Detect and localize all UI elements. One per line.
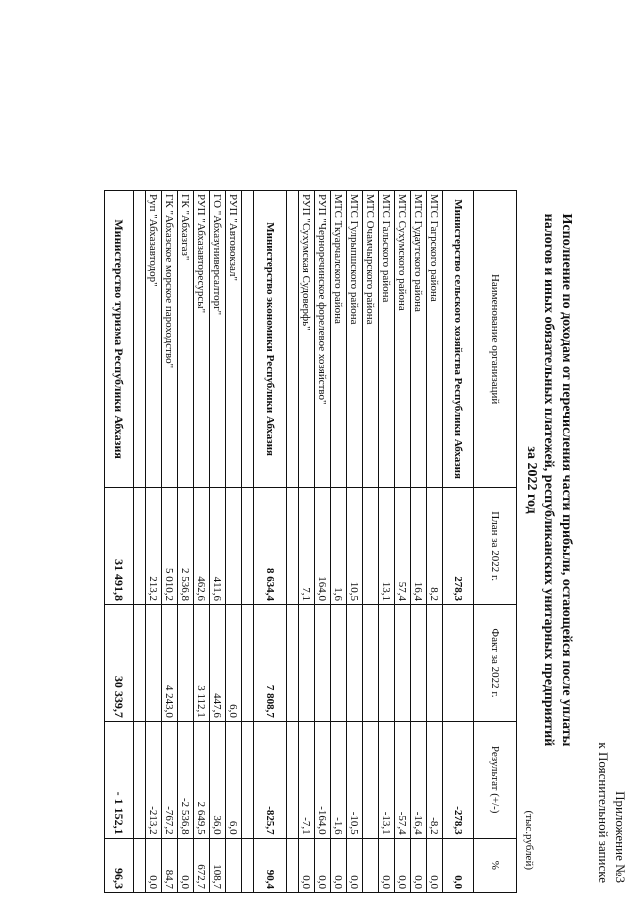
spacer-row	[134, 191, 146, 893]
appendix-line-1: Приложение №3	[613, 791, 628, 883]
cell-name: РУП "Автовокзал"	[226, 191, 242, 488]
cell-pct: 90,4	[254, 838, 287, 892]
cell-name: РУП "Черноречинское форелевое хозяйство"	[315, 191, 331, 488]
cell-pct: 0,0	[347, 838, 363, 892]
cell-plan: 5 010,2	[162, 488, 178, 605]
cell-result: -767,2	[162, 721, 178, 838]
cell-plan: 7,1	[299, 488, 315, 605]
cell-name: Министерство экономики Республики Абхазия	[254, 191, 287, 488]
cell-name: РУП "Сухумская Судоверфь"	[299, 191, 315, 488]
group-row-economy	[254, 191, 287, 893]
cell-result	[363, 721, 379, 838]
cell-fact	[347, 605, 363, 722]
header-plan: План за 2022 г.	[474, 488, 517, 605]
cell-plan: 8 634,4	[254, 488, 287, 605]
cell-fact	[331, 605, 347, 722]
cell-result: - 1 152,1	[105, 721, 134, 838]
cell-plan: 16,4	[411, 488, 427, 605]
cell-plan: 411,6	[210, 488, 226, 605]
cell-name: МТС Гудаутского района	[411, 191, 427, 488]
cell-pct: 0,0	[146, 838, 162, 892]
cell-result: -825,7	[254, 721, 287, 838]
cell-result: -7,1	[299, 721, 315, 838]
spacer-row	[287, 191, 299, 893]
cell-plan: 10,5	[347, 488, 363, 605]
cell-name: МТС Сухумского района	[395, 191, 411, 488]
cell-fact: 4 243,0	[162, 605, 178, 722]
cell-name: Министерство туризма Республики Абхазия	[105, 191, 134, 488]
table-row	[178, 191, 194, 893]
cell-pct	[226, 838, 242, 892]
table-row	[299, 191, 315, 893]
cell-plan: 278,3	[443, 488, 474, 605]
table-row	[363, 191, 379, 893]
cell-name: ГК "Абхазское морское пароходство"	[162, 191, 178, 488]
table-row	[210, 191, 226, 893]
cell-fact: 30 339,7	[105, 605, 134, 722]
cell-pct: 0,0	[395, 838, 411, 892]
cell-name: МТС Очамчырского района	[363, 191, 379, 488]
table-row	[411, 191, 427, 893]
group-row-tourism	[105, 191, 134, 893]
cell-plan: 213,2	[146, 488, 162, 605]
table-row	[427, 191, 443, 893]
cell-plan: 13,1	[379, 488, 395, 605]
cell-result: 2 649,5	[194, 721, 210, 838]
cell-fact	[299, 605, 315, 722]
header-name: Наименование организаций	[474, 191, 517, 488]
cell-fact	[411, 605, 427, 722]
cell-result: -8,2	[427, 721, 443, 838]
cell-plan	[363, 488, 379, 605]
cell-plan	[226, 488, 242, 605]
cell-plan: 31 491,8	[105, 488, 134, 605]
cell-plan: 1,6	[331, 488, 347, 605]
cell-fact: 7 808,7	[254, 605, 287, 722]
cell-pct: 672,7	[194, 838, 210, 892]
cell-fact: 6,0	[226, 605, 242, 722]
cell-pct: 0,0	[315, 838, 331, 892]
table-row	[194, 191, 210, 893]
table-row	[315, 191, 331, 893]
cell-pct: 0,0	[427, 838, 443, 892]
cell-result: -10,5	[347, 721, 363, 838]
cell-fact	[146, 605, 162, 722]
spacer-row	[242, 191, 254, 893]
cell-pct: 0,0	[443, 838, 474, 892]
units-label: (тыс.рублей)	[523, 810, 535, 870]
cell-pct: 0,0	[411, 838, 427, 892]
cell-fact	[315, 605, 331, 722]
table-row	[395, 191, 411, 893]
income-table	[104, 190, 517, 893]
cell-result: -278,3	[443, 721, 474, 838]
title-line-3: за 2022 год	[524, 446, 539, 514]
cell-result: -2 536,8	[178, 721, 194, 838]
document-title	[523, 200, 576, 760]
cell-name: МТС Ткуарчалского района	[331, 191, 347, 488]
table-row	[146, 191, 162, 893]
table-row	[379, 191, 395, 893]
cell-plan: 2 536,8	[178, 488, 194, 605]
cell-result: -16,4	[411, 721, 427, 838]
table-row	[347, 191, 363, 893]
cell-fact	[395, 605, 411, 722]
cell-name: РУП "Абхазавторесурсы"	[194, 191, 210, 488]
cell-plan: 164,0	[315, 488, 331, 605]
group-row-agriculture	[443, 191, 474, 893]
header-result: Результат (+/-)	[474, 721, 517, 838]
cell-name: Руп "Абхазавтодор"	[146, 191, 162, 488]
cell-result: -1,6	[331, 721, 347, 838]
header-pct: %	[474, 838, 517, 892]
cell-pct: 0,0	[299, 838, 315, 892]
appendix-line-2: к Пояснительной записке	[596, 742, 612, 883]
title-line-2: налогов и иных обязательных платежей, республиканских унитарных предприятий	[541, 213, 557, 747]
cell-fact	[178, 605, 194, 722]
cell-pct: 96,3	[105, 838, 134, 892]
cell-result: 36,0	[210, 721, 226, 838]
cell-pct: 0,0	[379, 838, 395, 892]
cell-name: МТС Гальского района	[379, 191, 395, 488]
header-fact: Факт за 2022 г.	[474, 605, 517, 722]
table-row	[226, 191, 242, 893]
cell-fact	[443, 605, 474, 722]
cell-pct	[363, 838, 379, 892]
cell-pct: 108,7	[210, 838, 226, 892]
table-row	[162, 191, 178, 893]
cell-fact	[379, 605, 395, 722]
appendix-note	[594, 693, 628, 883]
cell-result: 6,0	[226, 721, 242, 838]
cell-pct: 0,0	[331, 838, 347, 892]
cell-fact: 3 112,1	[194, 605, 210, 722]
table-row	[331, 191, 347, 893]
cell-plan: 462,6	[194, 488, 210, 605]
cell-result: -213,2	[146, 721, 162, 838]
header-row	[474, 191, 517, 893]
cell-fact	[427, 605, 443, 722]
cell-result: -13,1	[379, 721, 395, 838]
cell-pct: 84,7	[162, 838, 178, 892]
cell-result: -164,0	[315, 721, 331, 838]
title-line-1: Исполнение по доходам от перечисления части прибыли, остающейся после уплаты	[559, 213, 574, 747]
cell-fact	[363, 605, 379, 722]
cell-plan: 57,4	[395, 488, 411, 605]
cell-pct: 0,0	[178, 838, 194, 892]
cell-name: ГК "Абхазгаз"	[178, 191, 194, 488]
cell-plan: 8,2	[427, 488, 443, 605]
cell-name: Министерство сельского хозяйства Республики Абхазия	[443, 191, 474, 488]
cell-name: ГО "Абхазуниверсалторг"	[210, 191, 226, 488]
cell-result: -57,4	[395, 721, 411, 838]
cell-name: МТС Гагрского района	[427, 191, 443, 488]
cell-name: МТС Гулрыпшского района	[347, 191, 363, 488]
cell-fact: 447,6	[210, 605, 226, 722]
